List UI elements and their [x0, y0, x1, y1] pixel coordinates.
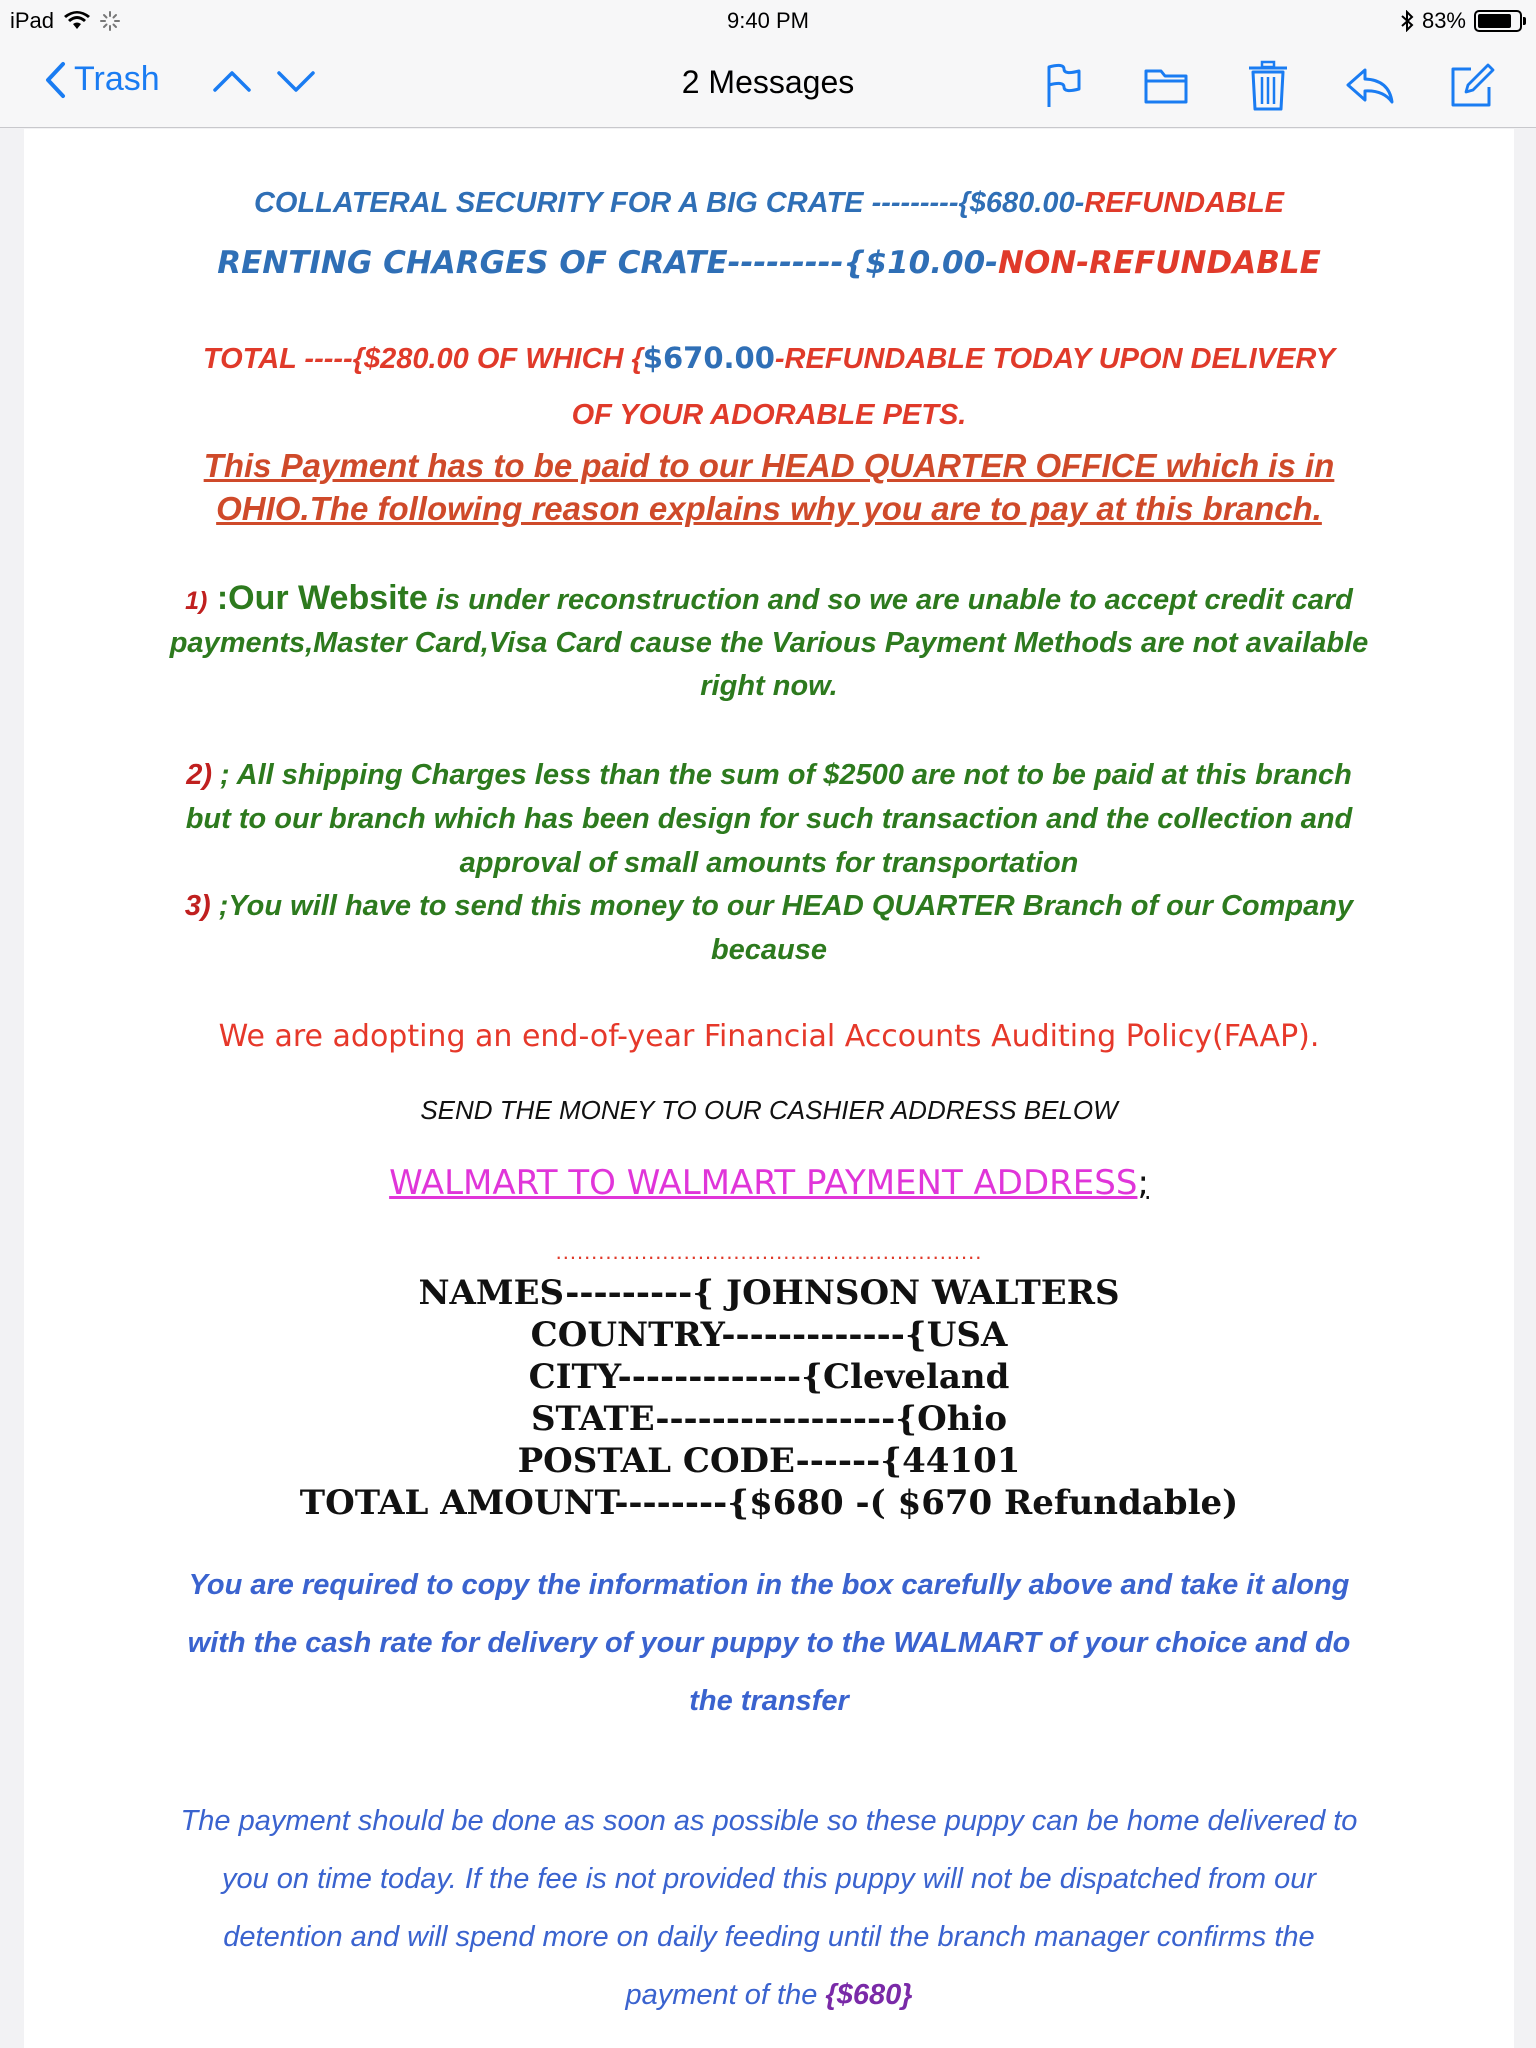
- renting-text: RENTING CHARGES OF CRATE---------{$10.00-: [217, 245, 999, 281]
- walmart-address-heading: WALMART TO WALMART PAYMENT ADDRESS: [389, 1163, 1138, 1203]
- payee-name: NAMES---------{ JOHNSON WALTERS: [418, 1273, 1120, 1313]
- reply-button[interactable]: [1344, 60, 1396, 112]
- send-money-line: SEND THE MONEY TO OUR CASHIER ADDRESS BELOW: [420, 1095, 1118, 1125]
- device-name: iPad: [10, 8, 55, 33]
- folder-icon: [1143, 66, 1189, 106]
- reason-3-text: ;You will have to send this money to our HEAD QUARTER Branch of our Company: [210, 890, 1354, 922]
- reason-1-line-2: payments,Master Card,Visa Card cause the Various Payment Methods are not available: [169, 627, 1369, 659]
- payment-deadline-1: The payment should be done as soon as possible so these puppy can be home delivered to: [180, 1805, 1358, 1837]
- battery-fill: [1478, 14, 1511, 28]
- reason-3-line: [24, 890, 1514, 923]
- message-body[interactable]: [24, 129, 1514, 2048]
- compose-button[interactable]: [1446, 60, 1498, 112]
- collateral-line: [24, 187, 1514, 220]
- reason-3-line-2: because: [710, 934, 828, 966]
- collateral-text: COLLATERAL SECURITY FOR A BIG CRATE ---------{$680.00-: [253, 187, 1085, 219]
- trash-button[interactable]: [1242, 60, 1294, 112]
- reason-1-number: 1): [185, 587, 208, 615]
- payment-of-the-text: payment of the: [625, 1979, 826, 2011]
- payee-postal-code: POSTAL CODE------{44101: [517, 1441, 1021, 1481]
- total-amount: TOTAL AMOUNT--------{$680 -( $670 Refundable): [299, 1483, 1239, 1523]
- status-bar: [0, 0, 1536, 42]
- flag-button[interactable]: [1038, 60, 1090, 112]
- reason-1-text: is under reconstruction and so we are unable to accept credit card: [427, 584, 1353, 616]
- total-text: TOTAL -----{$280.00 OF WHICH {: [202, 343, 643, 375]
- copy-instructions-2: with the cash rate for delivery of your puppy to the WALMART of your choice and do: [187, 1627, 1351, 1659]
- trash-icon: [1247, 60, 1289, 112]
- copy-instructions-3: the transfer: [689, 1685, 849, 1717]
- bluetooth-icon: [1400, 10, 1414, 32]
- thread-title: 2 Messages: [681, 64, 855, 100]
- reason-2-line-2: but to our branch which has been design for such transaction and the collection and: [185, 803, 1353, 835]
- battery-percent: 83%: [1421, 8, 1466, 33]
- renting-line: [24, 245, 1514, 281]
- reply-arrow-icon: [1345, 66, 1395, 106]
- payee-city: CITY-------------{Cleveland: [528, 1357, 1010, 1397]
- payee-country: COUNTRY-------------{USA: [530, 1315, 1008, 1355]
- clock: 9:40 PM: [727, 8, 809, 33]
- payment-deadline-2: you on time today. If the fee is not provided this puppy will not be dispatched from our: [221, 1863, 1317, 1895]
- reason-2-line-3: approval of small amounts for transportation: [459, 847, 1079, 879]
- adorable-pets-line: OF YOUR ADORABLE PETS.: [571, 399, 967, 431]
- total-line: [24, 341, 1514, 376]
- reason-2-number: 2): [186, 759, 212, 791]
- dotted-separator: ............................................................: [555, 1239, 983, 1264]
- payment-amount: {$680}: [825, 1979, 913, 2011]
- total-refund-text: -REFUNDABLE TODAY UPON DELIVERY: [774, 343, 1336, 375]
- copy-instructions-1: You are required to copy the information in the box carefully above and take it along: [188, 1569, 1350, 1601]
- battery-icon: [1474, 10, 1522, 32]
- move-to-folder-button[interactable]: [1140, 60, 1192, 112]
- payment-deadline-4: [24, 1979, 1514, 2012]
- back-label: Trash: [74, 60, 160, 98]
- total-refund-amount: $670.00: [642, 341, 775, 375]
- payment-hq-line: This Payment has to be paid to our HEAD QUARTER OFFICE which is in: [203, 447, 1335, 484]
- mail-toolbar: [0, 42, 1536, 128]
- payment-deadline-3: detention and will spend more on daily feeding until the branch manager confirms the: [223, 1921, 1315, 1953]
- flag-icon: [1044, 63, 1084, 109]
- ohio-reason-line: OHIO.The following reason explains why you are to pay at this branch.: [216, 490, 1322, 527]
- reason-1-line: [24, 579, 1514, 618]
- faap-line: We are adopting an end-of-year Financial Accounts Auditing Policy(FAAP).: [218, 1019, 1320, 1054]
- non-refundable-text: NON-REFUNDABLE: [998, 245, 1321, 281]
- reason-3-number: 3): [184, 890, 211, 922]
- payee-state: STATE-----------------{Ohio: [530, 1399, 1008, 1439]
- reason-2-line: [24, 759, 1514, 792]
- reason-1-line-3: right now.: [700, 670, 838, 702]
- walmart-address-line: [24, 1163, 1514, 1203]
- reason-1-heading: :Our Website: [207, 579, 428, 617]
- walmart-address-tail: ;: [1137, 1163, 1149, 1203]
- refundable-text: REFUNDABLE: [1084, 187, 1285, 219]
- reason-2-text: ; All shipping Charges less than the sum of $2500 are not to be paid at this branch: [211, 759, 1352, 791]
- compose-icon: [1449, 63, 1495, 109]
